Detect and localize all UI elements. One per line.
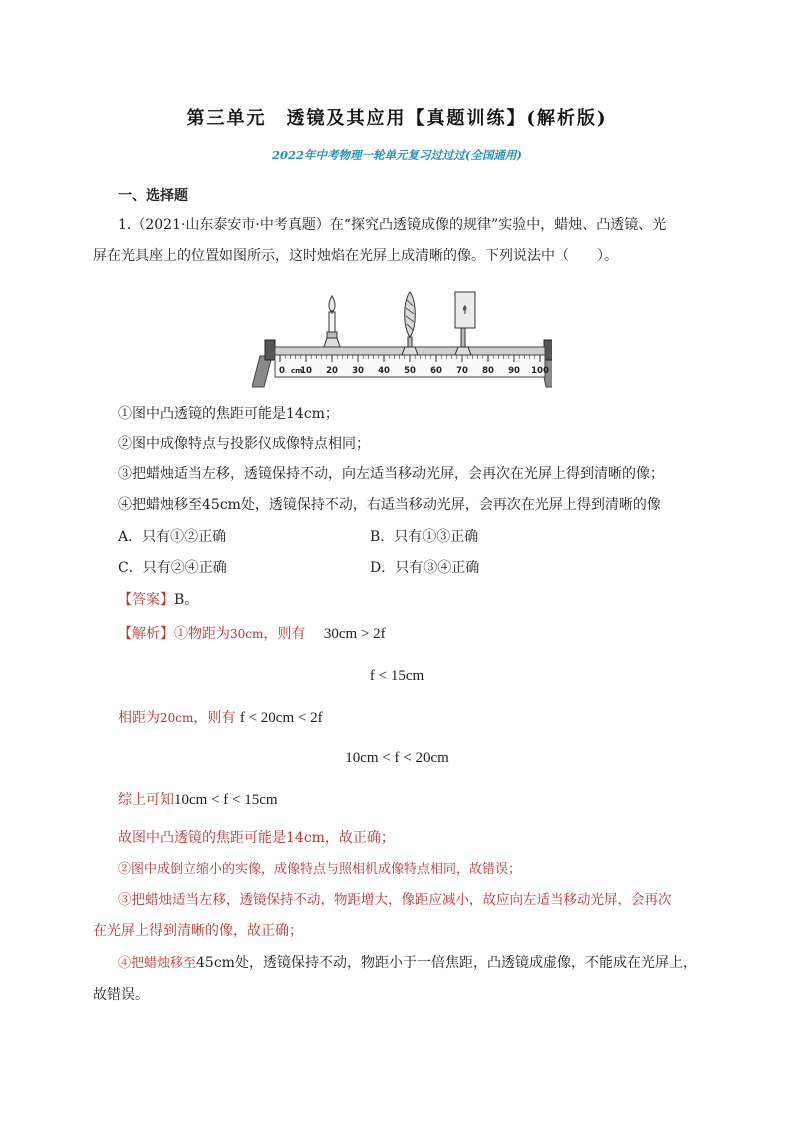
ruler-tick-label: cm [291, 367, 303, 375]
equation-2: f < 15cm [369, 668, 425, 684]
statement-1: ①图中凸透镜的焦距可能是14cm； [118, 406, 339, 422]
question-stem-line1: 1.（2021·山东泰安市·中考真题）在“探究凸透镜成像的规律”实验中，蜡烛、凸透镜、光 [118, 217, 667, 233]
left-stand [252, 356, 272, 387]
equation-5: 10cm < f < 15cm [174, 792, 278, 808]
answer-line [118, 590, 198, 610]
optical-bench-figure [252, 284, 552, 394]
analysis-line7-rest: 45cm处，透镜保持不动，物距小于一倍焦距，凸透镜成虚像，不能成在光屏上， [196, 955, 697, 971]
document-title: 第三单元 透镜及其应用【真题训练】(解析版) [186, 108, 608, 129]
analysis-line1-suffix: ，则有 [263, 626, 306, 642]
analysis-line5: ②图中成倒立缩小的实像，成像特点与照相机成像特点相同，故错误； [118, 862, 522, 877]
convex-lens [402, 292, 418, 355]
analysis-line6b: 在光屏上得到清晰的像，故正确； [93, 923, 303, 939]
left-end-block [265, 340, 275, 360]
analysis-line3-prefix: 综上可知 [118, 792, 174, 808]
option-c: C．只有②④正确 [118, 560, 227, 576]
ruler-tick-label: 30 [352, 366, 364, 376]
equation-1: 30cm > 2f [323, 626, 386, 642]
analysis-line2-suffix: ，则有 [193, 710, 236, 726]
ruler-tick-label: 50 [404, 366, 416, 376]
ruler-tick-label: 10 [300, 366, 312, 376]
ruler-tick-label: 40 [378, 366, 390, 376]
ruler-tick-label: 60 [430, 366, 442, 376]
equation-4: 10cm < f < 20cm [345, 750, 449, 766]
analysis-line2-prefix: 相距为 [118, 710, 160, 726]
analysis-line2-value: 20cm [160, 711, 194, 725]
section-heading: 一、选择题 [118, 188, 188, 204]
analysis-line7-prefix: ④把蜡烛移至 [118, 956, 197, 971]
statement-2: ②图中成像特点与投影仪成像特点相同； [118, 436, 370, 452]
answer-value: B。 [174, 592, 199, 608]
analysis-line7 [118, 953, 697, 974]
analysis-line1-prefix: ①物距为 [174, 626, 230, 642]
ruler-tick-label: 80 [482, 366, 494, 376]
ruler-tick-label: 20 [326, 366, 338, 376]
analysis-line3 [118, 790, 278, 810]
ruler-tick-label: 100 [531, 366, 549, 376]
light-screen [455, 292, 475, 355]
answer-label: 【答案】 [118, 592, 174, 608]
analysis-line4: 故图中凸透镜的焦距可能是14cm，故正确； [118, 830, 395, 846]
statement-4: ④把蜡烛移至45cm处，透镜保持不动，右适当移动光屏，会再次在光屏上得到清晰的像 [118, 497, 661, 513]
analysis-line6a: ③把蜡烛适当左移，透镜保持不动，物距增大，像距应减小，故应向左适当移动光屏，会再次 [118, 892, 672, 908]
analysis-line1-value: 30cm [230, 627, 264, 641]
analysis-line2 [118, 708, 323, 728]
ruler-tick-label: 90 [508, 366, 520, 376]
analysis-line1 [118, 624, 386, 644]
question-stem-line2: 屏在光具座上的位置如图所示，这时烛焰在光屏上成清晰的像。下列说法中（ ）。 [93, 248, 618, 264]
statement-3: ③把蜡烛适当左移，透镜保持不动，向左适当移动光屏，会再次在光屏上得到清晰的像； [118, 466, 664, 482]
ruler-tick-label: 70 [456, 366, 468, 376]
option-a: A．只有①②正确 [118, 529, 227, 545]
analysis-label: 【解析】 [118, 626, 174, 642]
option-b: B．只有①③正确 [370, 529, 479, 545]
equation-3: f < 20cm < 2f [239, 710, 323, 726]
document-subtitle: 2022年中考物理一轮单元复习过过过(全国通用) [272, 148, 522, 162]
candle [324, 296, 340, 347]
analysis-line7b: 故错误。 [93, 987, 149, 1003]
option-d: D．只有③④正确 [370, 560, 480, 576]
ruler-tick-label: 0 [279, 366, 285, 376]
